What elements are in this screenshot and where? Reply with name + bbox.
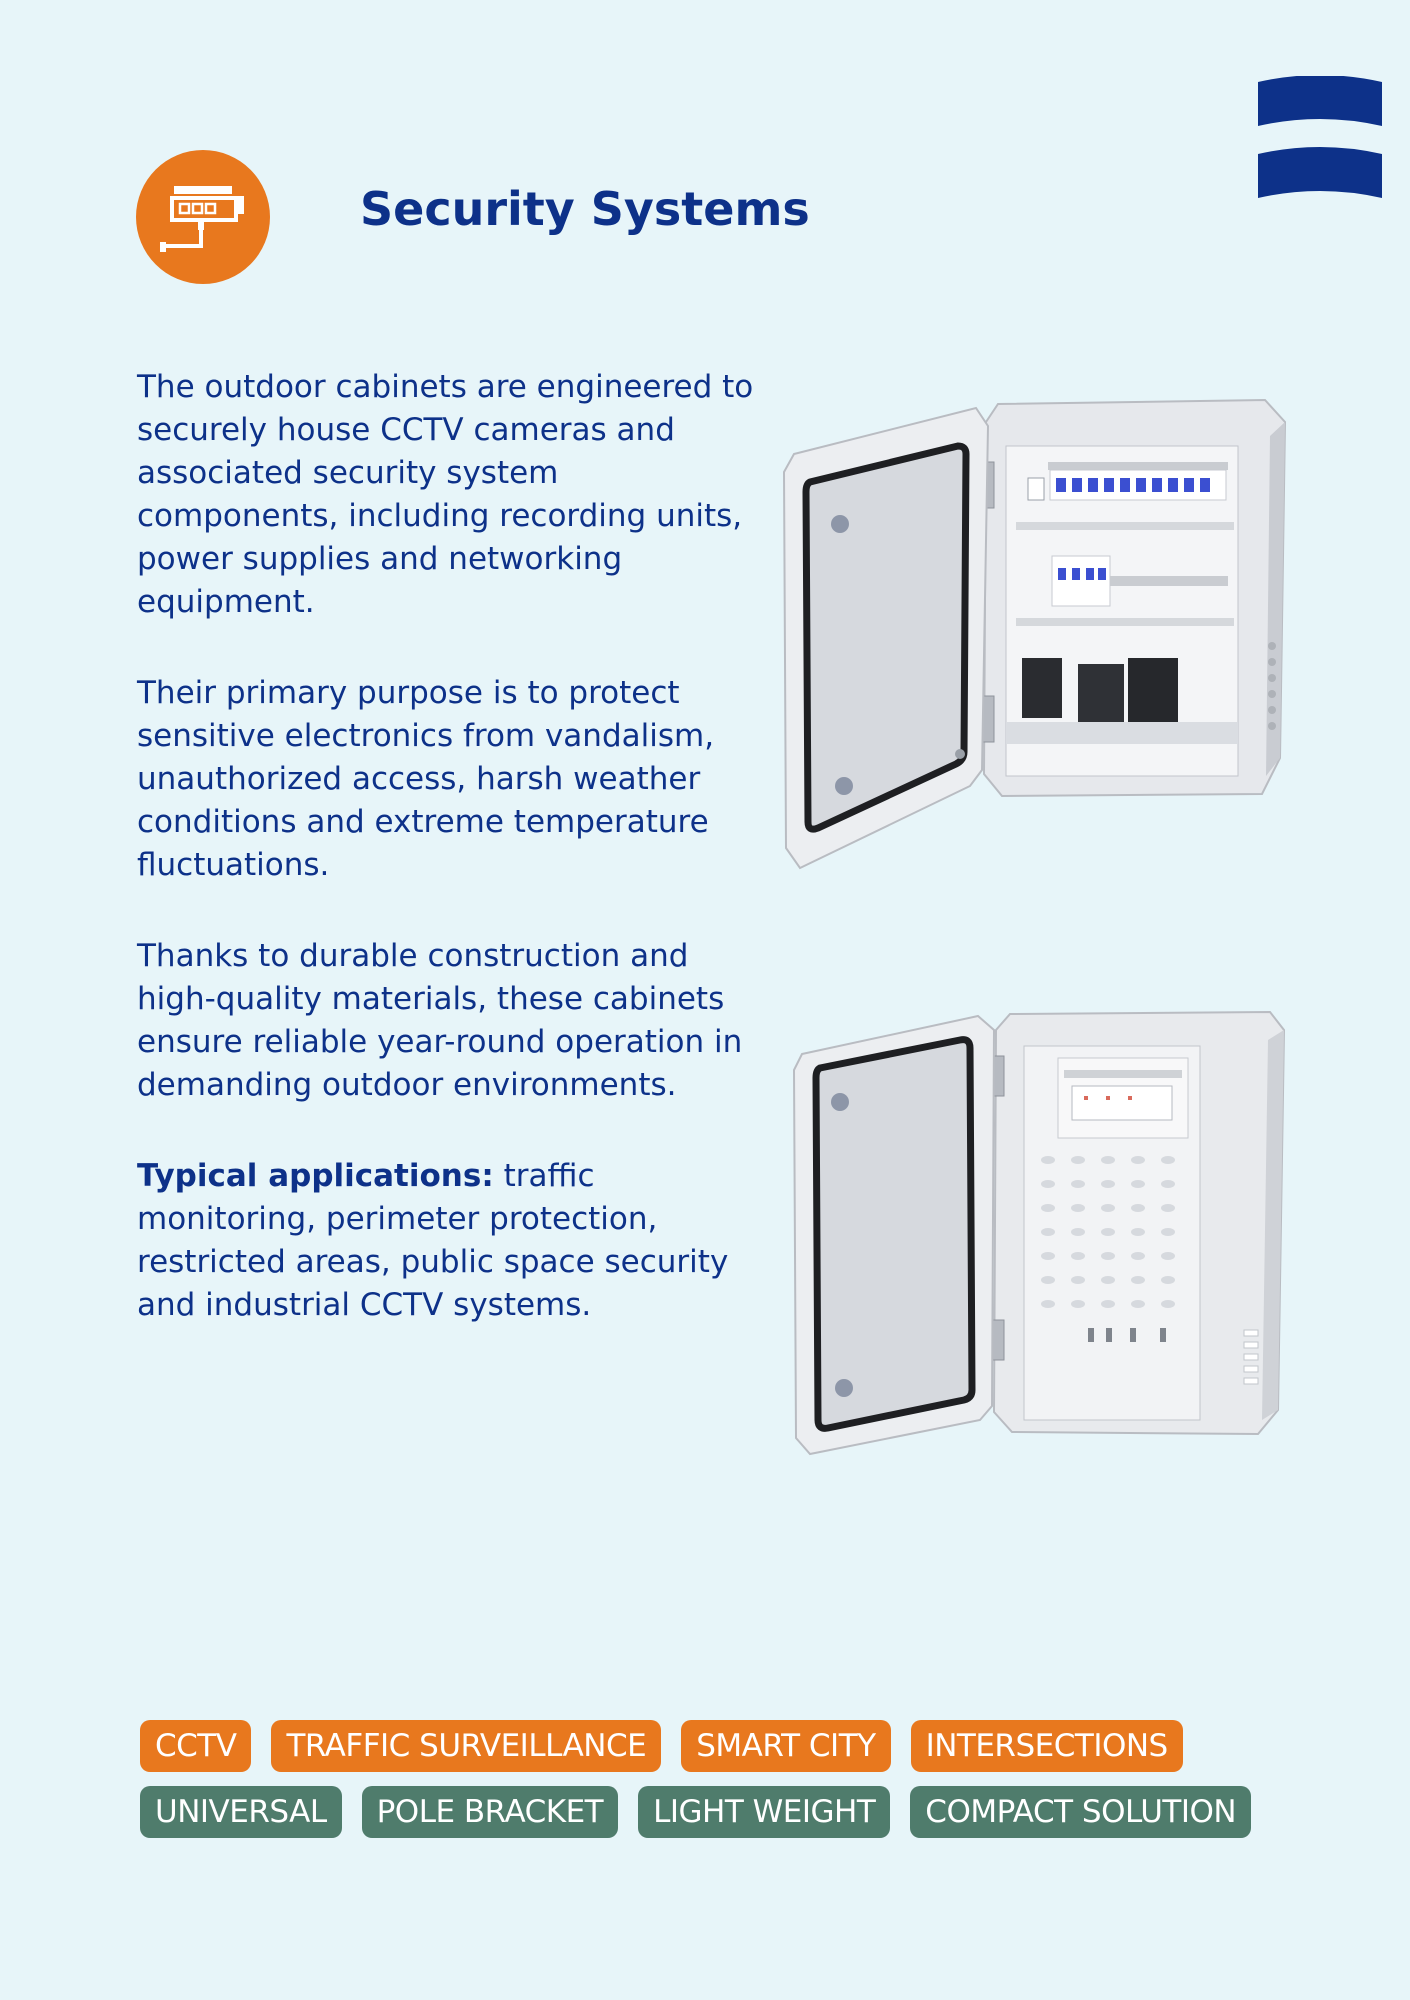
cctv-camera-icon	[136, 150, 270, 284]
applications-text: traffic monitoring, perimeter protection, restricted areas, public space security and industrial CCTV systems.	[137, 1158, 729, 1323]
tag-smart-city: SMART CITY	[681, 1720, 890, 1772]
applications-label: Typical applications:	[137, 1158, 494, 1194]
cabinet-image-1	[780, 396, 1290, 872]
tag-universal: UNIVERSAL	[140, 1786, 342, 1838]
page-title: Security Systems	[360, 182, 810, 236]
tag-row-green	[140, 1786, 1340, 1838]
tags-section	[140, 1720, 1340, 1852]
page-header	[136, 148, 1036, 284]
cabinet-image-2	[788, 1000, 1288, 1456]
tag-traffic-surveillance: TRAFFIC SURVEILLANCE	[271, 1720, 661, 1772]
description-text	[137, 366, 767, 1375]
tag-row-orange	[140, 1720, 1340, 1772]
purpose-paragraph: Their primary purpose is to protect sensitive electronics from vandalism, unauthorized access, harsh weather conditions and extreme temperature fluctuations.	[137, 675, 715, 883]
applications-paragraph	[137, 1155, 767, 1327]
tag-compact-solution: COMPACT SOLUTION	[910, 1786, 1251, 1838]
tag-light-weight: LIGHT WEIGHT	[638, 1786, 890, 1838]
tag-pole-bracket: POLE BRACKET	[362, 1786, 619, 1838]
tag-cctv: CCTV	[140, 1720, 251, 1772]
brand-logo-icon	[1258, 76, 1382, 200]
tag-intersections: INTERSECTIONS	[911, 1720, 1183, 1772]
intro-paragraph: The outdoor cabinets are engineered to securely house CCTV cameras and associated security system components, including recording units, power supplies and networking equipment.	[137, 369, 754, 620]
durability-paragraph: Thanks to durable construction and high-quality materials, these cabinets ensure reliable year-round operation in demanding outdoor environments.	[137, 938, 743, 1103]
